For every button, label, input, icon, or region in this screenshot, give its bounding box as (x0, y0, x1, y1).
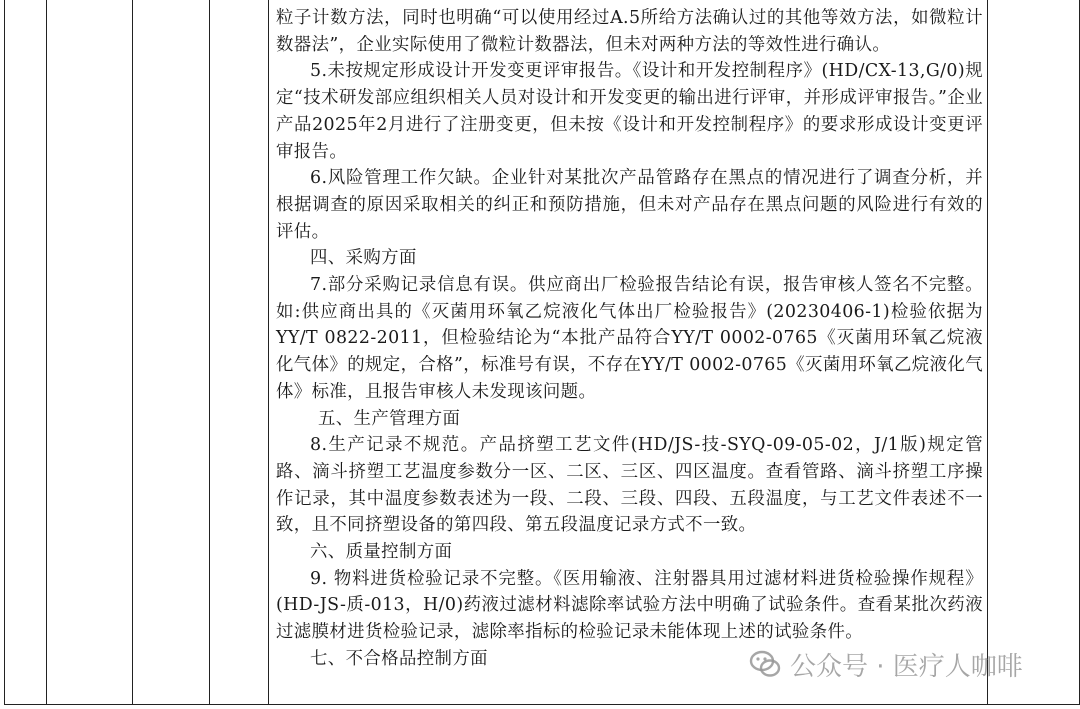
finding-6: 6.风险管理工作欠缺。企业针对某批次产品管路存在黑点的情况进行了调查分析，并根据调查的原因采取相关的纠正和预防措施，但未对产品存在黑点问题的风险进行有效的评估。 (276, 168, 983, 242)
column-divider-2 (132, 0, 133, 704)
section-heading-nonconforming: 七、不合格品控制方面 (310, 648, 488, 669)
column-divider-4 (268, 0, 269, 704)
finding-9: 9. 物料进货检验记录不完整。《医用输液、注射器具用过滤材料进货检验操作规程》(HD-JS-质-013，H/0)药液过滤材料滤除率试验方法中明确了试验条件。查看某批次药液过滤膜材进货检验记录，滤除率指标的检验记录未能体现上述的试验条件。 (276, 568, 983, 643)
findings-table (4, 0, 1080, 705)
column-divider-3 (209, 0, 210, 704)
finding-5: 5.未按规定形成设计开发变更评审报告。《设计和开发控制程序》(HD/CX-13,G/0)规定“技术研发部应组织相关人员对设计和开发变更的输出进行评审，并形成评审报告。”企业产品2025年2月进行了注册变更，但未按《设计和开发控制程序》的要求形成设计变更评审报告。 (276, 61, 983, 162)
watermark-text: 公众号 · 医疗人咖啡 (790, 651, 1023, 682)
paragraph-continuation: 粒子计数方法，同时也明确“可以使用经过A.5所给方法确认过的其他等效方法，如微粒计数器法”，企业实际使用了微粒计数器法，但未对两种方法的等效性进行确认。 (276, 8, 983, 55)
column-divider-1 (46, 0, 47, 704)
section-heading-procurement: 四、采购方面 (310, 248, 417, 269)
table-border-left (4, 0, 5, 704)
section-heading-quality-control: 六、质量控制方面 (310, 542, 453, 563)
finding-8: 8.生产记录不规范。产品挤塑工艺文件(HD/JS-技-SYQ-09-05-02，J/1版)规定管路、滴斗挤塑工艺温度参数分一区、二区、三区、四区温度。查看管路、滴斗挤塑工序操作记录，其中温度参数表述为一段、二段、三段、四段、五段温度，与工艺文件表述不一致，且不同挤塑设备的第四段、第五段温度记录方式不一致。 (276, 435, 983, 536)
finding-7: 7.部分采购记录信息有误。供应商出厂检验报告结论有误，报告审核人签名不完整。如:供应商出具的《灭菌用环氧乙烷液化气体出厂检验报告》(20230406-1)检验依据为YY/T 0822-2011，但检验结论为“本批产品符合YY/T 0002-0765《灭菌用环氧乙烷液化气体》的规定，合格”，标准号有误，不存在YY/T 0002-0765《灭菌用环氧乙烷液化气体》标准，且报告审核人未发现该问题。 (276, 275, 983, 402)
section-heading-production: 五、生产管理方面 (318, 408, 461, 429)
findings-cell (270, 0, 988, 704)
